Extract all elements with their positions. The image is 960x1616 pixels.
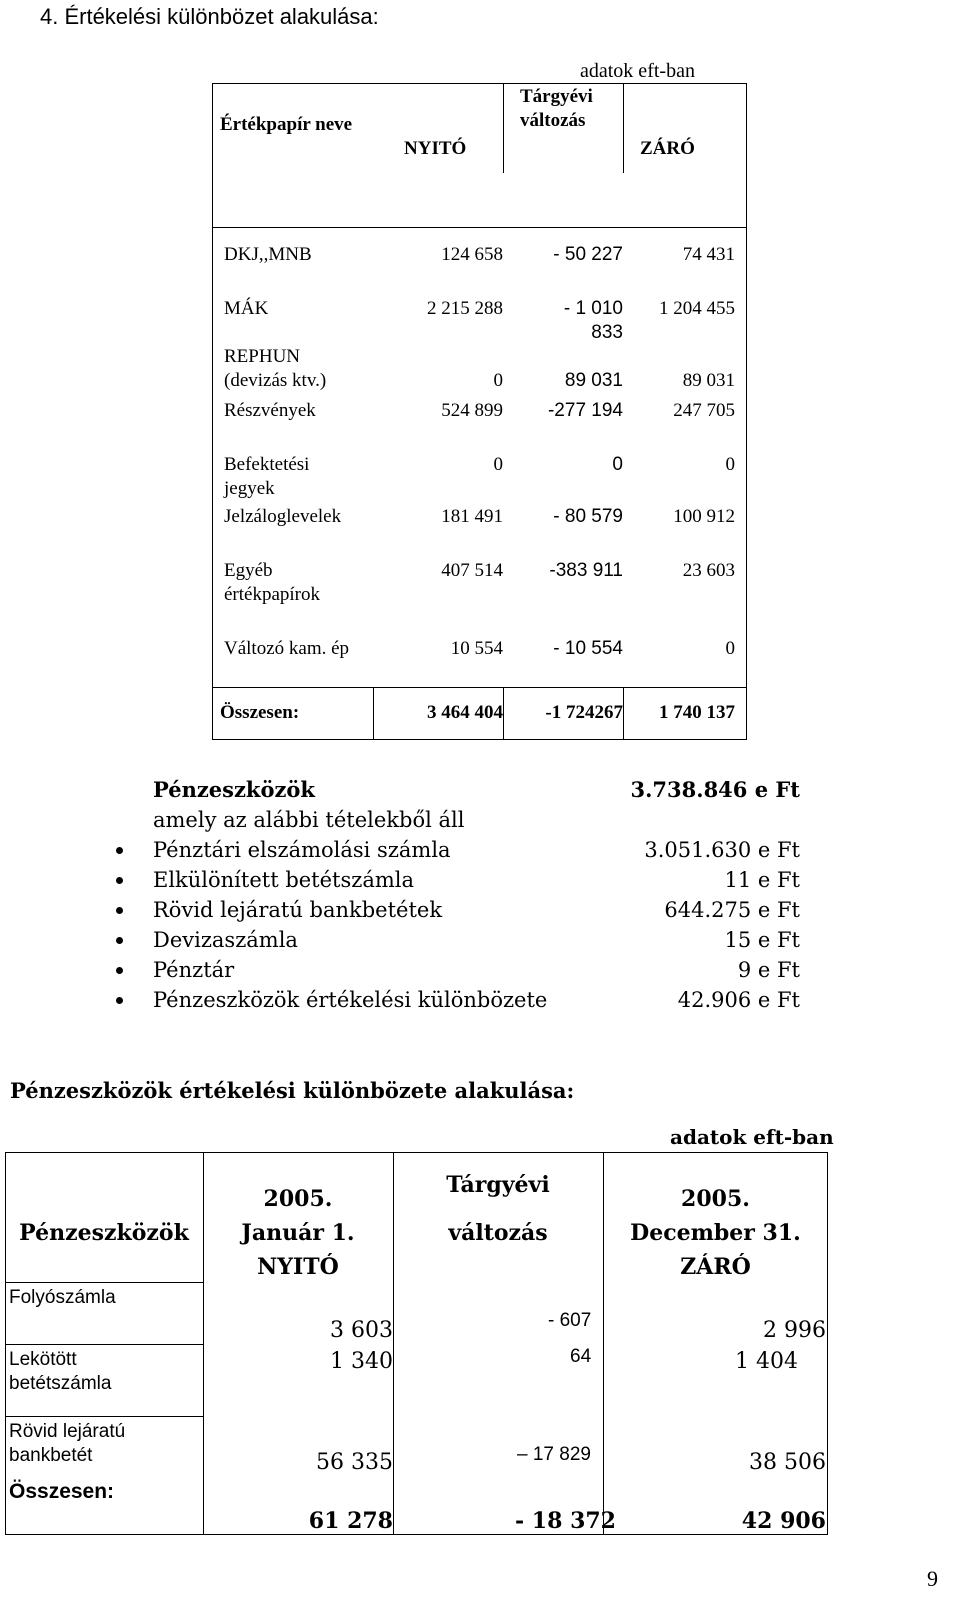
row-close: 0 [725, 638, 735, 659]
bullet-icon [116, 997, 123, 1004]
row-change: - 80 579 [553, 506, 623, 527]
row-change: – 17 829 [517, 1444, 591, 1465]
row-open: 1 340 [330, 1349, 393, 1374]
header-open-3: NYITÓ [257, 1254, 339, 1280]
row-close: 1 204 455 [659, 298, 735, 319]
total-label: Összesen: [9, 1480, 115, 1503]
row-change: 0 [612, 454, 623, 475]
bullet-icon [116, 877, 123, 884]
header-close-1: 2005. [681, 1186, 750, 1212]
row-open: 0 [493, 370, 503, 391]
row-change-cont: 833 [591, 322, 623, 343]
section2-title: Pénzeszközök értékelési különbözete alakulása: [10, 1078, 575, 1103]
row-label-cont: bankbetét [9, 1445, 93, 1466]
row-change: 64 [570, 1346, 592, 1367]
cash-subtitle: amely az alábbi tételekből áll [153, 808, 465, 832]
row-close: 38 506 [749, 1450, 826, 1475]
row-label: Lekötött [9, 1349, 77, 1370]
row-close: 247 705 [673, 400, 735, 421]
total-close: 1 740 137 [659, 702, 735, 723]
header-name: Értékpapír neve [220, 114, 353, 135]
header-open-2: Január 1. [241, 1220, 355, 1246]
row-label: Befektetési [224, 454, 310, 475]
row-label: MÁK [224, 298, 269, 319]
row-change: -383 911 [549, 560, 623, 581]
header-name: Pénzeszközök [19, 1220, 189, 1246]
row-open: 2 215 288 [427, 298, 503, 319]
row-label: Folyószámla [9, 1287, 116, 1308]
row-close: 2 996 [763, 1318, 826, 1343]
bullet-icon [116, 937, 123, 944]
row-close: 89 031 [682, 370, 735, 391]
row-open: 56 335 [316, 1450, 393, 1475]
header-change-1: Tárgyévi [446, 1172, 550, 1198]
total-label: Összesen: [220, 702, 300, 723]
row-change: - 50 227 [553, 244, 623, 265]
bullet-icon [116, 847, 123, 854]
row-open: 10 554 [450, 638, 503, 659]
row-label: REPHUN [224, 346, 301, 367]
row-open: 0 [493, 454, 503, 475]
row-change: - 10 554 [553, 638, 623, 659]
header-change-1: Tárgyévi [520, 86, 593, 107]
row-label-cont: értékpapírok [224, 584, 321, 605]
bullet-icon [116, 967, 123, 974]
item-value: 15 e Ft [724, 928, 800, 952]
item-value: 42.906 e Ft [677, 988, 800, 1012]
row-label: Rövid lejáratú [9, 1421, 126, 1442]
total-change: - 18 372 [515, 1508, 616, 1534]
row-open: 407 514 [441, 560, 503, 581]
total-open: 61 278 [308, 1508, 393, 1534]
table1-unit: adatok eft-ban [580, 60, 695, 82]
row-close: 74 431 [682, 244, 735, 265]
row-label: Jelzáloglevelek [224, 506, 342, 527]
table2-unit: adatok eft-ban [670, 1125, 834, 1149]
bullet-icon [116, 907, 123, 914]
row-open: 3 603 [330, 1318, 393, 1343]
row-change: 89 031 [564, 370, 623, 391]
header-change-2: változás [448, 1220, 548, 1246]
row-label: DKJ,,MNB [224, 244, 312, 265]
row-open: 124 658 [441, 244, 503, 265]
cash-valuation-table [5, 1152, 828, 1535]
valuation-table [212, 83, 747, 740]
item-label: Pénzeszközök értékelési különbözete [153, 988, 548, 1012]
total-change: -1 724267 [545, 702, 623, 723]
cash-title-value: 3.738.846 e Ft [630, 777, 800, 802]
item-value: 11 e Ft [724, 868, 800, 892]
item-label: Elkülönített betétszámla [153, 868, 415, 892]
row-open: 524 899 [441, 400, 503, 421]
header-close-2: December 31. [630, 1220, 801, 1246]
row-label: Egyéb [224, 560, 273, 581]
section-heading: 4. Értékelési különbözet alakulása: [40, 4, 379, 29]
item-value: 9 e Ft [737, 958, 800, 982]
row-close: 23 603 [682, 560, 735, 581]
row-label: Részvények [224, 400, 316, 421]
item-label: Rövid lejáratú bankbetétek [153, 898, 443, 922]
row-open: 181 491 [441, 506, 503, 527]
total-open: 3 464 404 [427, 702, 503, 723]
header-open-1: 2005. [263, 1186, 333, 1212]
header-close-3: ZÁRÓ [680, 1254, 751, 1280]
row-close: 1 404 [735, 1349, 798, 1374]
header-open: NYITÓ [404, 138, 467, 159]
row-change: -277 194 [547, 400, 623, 421]
row-close: 100 912 [673, 506, 735, 527]
item-label: Pénztár [153, 958, 235, 982]
item-label: Pénztári elszámolási számla [153, 838, 451, 862]
header-change-2: változás [520, 110, 586, 131]
row-change: - 1 010 [563, 298, 623, 319]
item-value: 644.275 e Ft [664, 898, 800, 922]
page-number: 9 [927, 1566, 938, 1591]
total-close: 42 906 [741, 1508, 826, 1534]
row-label-cont: betétszámla [9, 1373, 112, 1394]
item-value: 3.051.630 e Ft [644, 838, 800, 862]
row-label-cont: (devizás ktv.) [224, 370, 327, 391]
item-label: Devizaszámla [153, 928, 298, 952]
header-close: ZÁRÓ [640, 138, 695, 159]
cash-title: Pénzeszközök [153, 777, 315, 802]
row-close: 0 [725, 454, 735, 475]
row-label: Változó kam. ép [224, 638, 350, 659]
row-label-cont: jegyek [224, 478, 275, 499]
row-change: - 607 [548, 1310, 592, 1331]
